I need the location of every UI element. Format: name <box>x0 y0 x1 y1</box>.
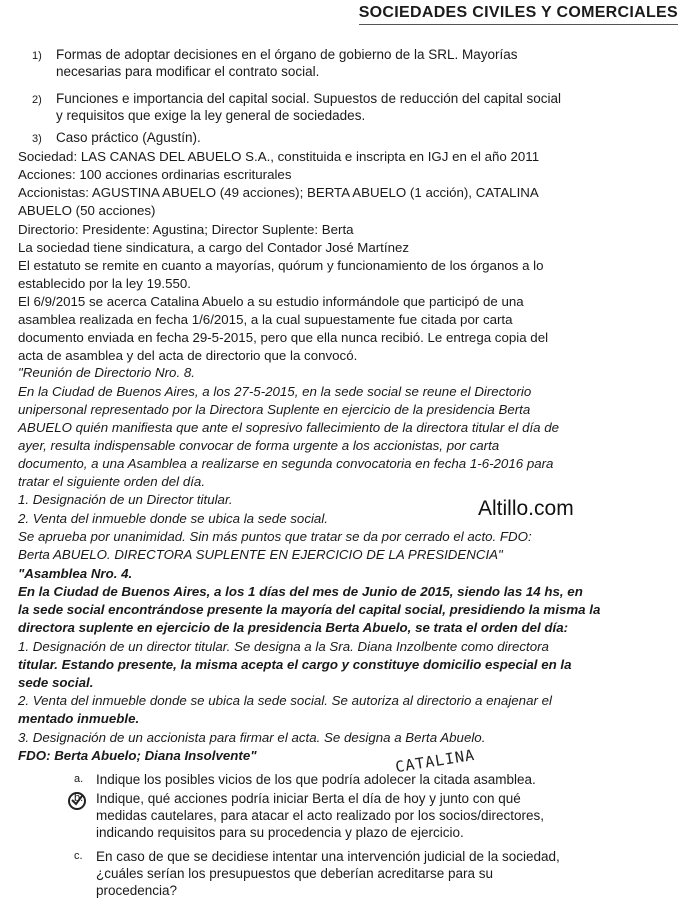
page-header: SOCIEDADES CIVILES Y COMERCIALES <box>359 4 678 25</box>
asamblea-line: En la Ciudad de Buenos Aires, a los 1 días del mes de Junio de 2015, siendo las 14 hs, en <box>18 584 583 599</box>
asamblea-line: 1. Designación de un director titular. Se designa a la Sra. Diana Inzolbente como directora <box>18 639 549 654</box>
question-line: indicando requisitos para su procedencia y plazo de ejercicio. <box>96 825 464 840</box>
watermark-logo: Altillo.com <box>478 497 574 520</box>
topic-3 <box>32 129 680 146</box>
question-a <box>74 771 686 788</box>
question-line: ¿cuáles serían los presupuestos que deberían acreditarse para su <box>96 866 493 881</box>
directorio-line: documento, a una Asamblea a realizarse en segunda convocatoria en fecha 1-6-2016 para <box>18 456 554 471</box>
directorio-line: 2. Venta del inmueble donde se ubica la sede social. <box>18 511 328 526</box>
topic-number: 1) <box>32 50 42 62</box>
handwritten-annotation: CATALINA <box>394 745 477 777</box>
directorio-line: ABUELO quién manifiesta que ante el sopresivo fallecimiento de la directora titular el día de <box>18 420 560 435</box>
topic-line: Funciones e importancia del capital social. Supuestos de reducción del capital social <box>56 91 562 106</box>
question-b <box>74 790 686 841</box>
case-line: Acciones: 100 acciones ordinarias escriturales <box>18 167 292 182</box>
asamblea-line: mentado inmueble. <box>18 711 140 726</box>
question-label: c. <box>74 850 83 862</box>
asamblea-line: titular. Estando presente, la misma acepta el cargo y constituye domicilio especial en la <box>18 657 572 672</box>
topic-1 <box>32 46 680 80</box>
question-line: procedencia? <box>96 883 178 898</box>
directorio-line: En la Ciudad de Buenos Aires, a los 27-5-2015, en la sede social se reune el Directorio <box>18 384 532 399</box>
question-line: Indique, qué acciones podría iniciar Berta el día de hoy y junto con qué <box>96 791 521 806</box>
asamblea-line: 2. Venta del inmueble donde se ubica la sede social. Se autoriza al directorio a enajenar el <box>18 693 552 708</box>
directorio-line: tratar el siguiente orden del día. <box>18 474 206 489</box>
asamblea-line: la sede social encontrándose presente la mayoría del capital social, presidiendo la misma la <box>18 602 601 617</box>
case-line: Sociedad: LAS CANAS DEL ABUELO S.A., constituida e inscripta en IGJ en el año 2011 <box>18 149 540 164</box>
case-line: Directorio: Presidente: Agustina; Director Suplente: Berta <box>18 222 354 237</box>
topic-number: 2) <box>32 94 42 106</box>
directorio-line: Berta ABUELO. DIRECTORA SUPLENTE EN EJERCICIO DE LA PRESIDENCIA" <box>18 547 503 562</box>
asamblea-line: "Asamblea Nro. 4. <box>18 566 133 581</box>
question-c <box>74 848 686 899</box>
topic-2 <box>32 90 680 124</box>
directorio-line: 1. Designación de un Director titular. <box>18 492 233 507</box>
case-line: Accionistas: AGUSTINA ABUELO (49 acciones); BERTA ABUELO (1 acción), CATALINA <box>18 185 539 200</box>
question-line: medidas cautelares, para atacar el acto realizado por los socios/directores, <box>96 808 544 823</box>
directorio-line: "Reunión de Directorio Nro. 8. <box>18 365 195 380</box>
case-line: establecido por la ley 19.550. <box>18 276 191 291</box>
asamblea-line: FDO: Berta Abuelo; Diana Insolvente" <box>18 748 257 763</box>
topic-number: 3) <box>32 133 42 145</box>
directorio-line: Se aprueba por unanimidad. Sin más puntos que tratar se da por cerrado el acto. FDO: <box>18 529 532 544</box>
question-line: En caso de que se decidiese intentar una intervención judicial de la sociedad, <box>96 849 560 864</box>
question-line: Indique los posibles vicios de los que podría adolecer la citada asamblea. <box>96 772 536 787</box>
directorio-line: ayer, resulta indispensable convocar de forma urgente a los accionistas, por carta <box>18 438 500 453</box>
case-line: asamblea realizada en fecha 1/6/2015, a la cual supuestamente fue citada por carta <box>18 312 513 327</box>
directorio-line: unipersonal representado por la Directora Suplente en ejercicio de la presidencia Berta <box>18 402 531 417</box>
asamblea-line: sede social. <box>18 675 94 690</box>
case-line: La sociedad tiene sindicatura, a cargo del Contador José Martínez <box>18 240 410 255</box>
case-line: acta de asamblea y del acta de directorio que la convocó. <box>18 348 358 363</box>
case-line: ABUELO (50 acciones) <box>18 203 156 218</box>
topic-line: Formas de adoptar decisiones en el órgano de gobierno de la SRL. Mayorías <box>56 47 518 62</box>
topic-line: y requisitos que exige la ley general de sociedades. <box>56 108 366 123</box>
question-label: b. <box>74 792 84 804</box>
asamblea-line: directora suplente en ejercicio de la presidencia Berta Abuelo, se trata el orden del día: <box>18 620 569 635</box>
case-line: El 6/9/2015 se acerca Catalina Abuelo a su estudio informándole que participó de una <box>18 294 524 309</box>
topic-line: necesarias para modificar el contrato social. <box>56 64 320 79</box>
asamblea-line: 3. Designación de un accionista para firmar el acta. Se designa a Berta Abuelo. <box>18 730 486 745</box>
question-label: a. <box>74 773 84 785</box>
topic-line: Caso práctico (Agustín). <box>56 130 201 145</box>
case-line: El estatuto se remite en cuanto a mayorías, quórum y funcionamiento de los órganos a lo <box>18 258 544 273</box>
case-line: documento enviada en fecha 29-5-2015, pero que ella nunca recibió. Le entrega copia del <box>18 330 549 345</box>
